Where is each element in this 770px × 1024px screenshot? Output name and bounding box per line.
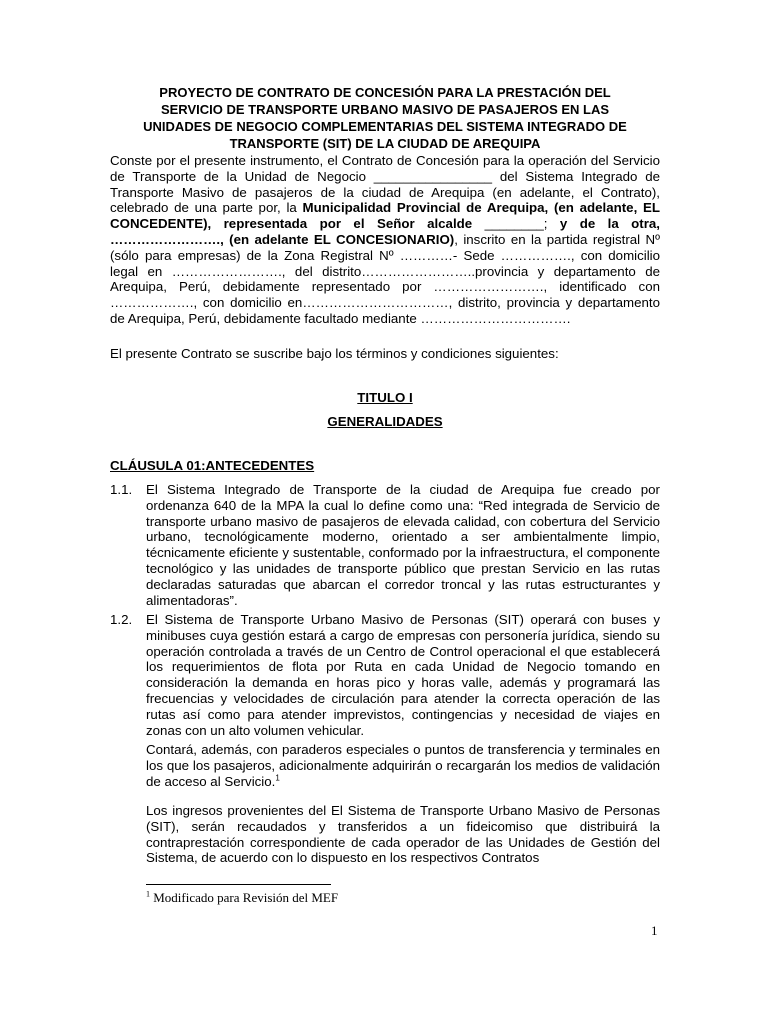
intro-paragraph [110,153,660,327]
terms-paragraph: El presente Contrato se suscribe bajo los términos y condiciones siguientes: [110,346,559,361]
item-1-2-paragraph-2 [146,742,660,789]
item-number: 1.1. [110,482,133,497]
intro-text: , inscrito en la partida registral Nº (sólo para empresas) de la Zona Registral Nº …………- Sede ……………., con domicilio legal en ……………………., del distrito……………………..provincia y departamento de Arequipa, Perú, debidamente representado por ……………………., identificado con ………………., con domicilio en……………………………, distrito, provincia y departamento de Arequipa, Perú, debidamente facultado mediante ……………………………. [110,231,660,326]
title-line: UNIDADES DE NEGOCIO COMPLEMENTARIAS DEL SISTEMA INTEGRADO DE [143,119,627,134]
footnote-mark: 1 [146,889,150,899]
item-1-1-text: El Sistema Integrado de Transporte de la ciudad de Arequipa fue creado por ordenanza 640 de la MPA la cual lo define como una: “Red integrada de Servicio de transporte urbano masivo de pasajeros de elevada calidad, con cobertura del Servicio urbano, tecnológicamente moderno, orientado a ser ambientalmente limpio, técnicamente eficiente y sustentable, conformado por la infraestructura, el componente tecnológico y las unidades de transporte público que prestan Servicio en las rutas declaradas saturadas que abarcan el corredor troncal y las rutas estructurantes y alimentadoras”. [146,482,660,608]
item-1-2-text: El Sistema de Transporte Urbano Masivo de Personas (SIT) operará con buses y minibuses cuya gestión estará a cargo de empresas con personería jurídica, siendo su operación controlada a través de un Centro de Control operacional el que establecerá los requerimientos de flota por Ruta en cada Unidad de Negocio tomando en consideración la demanda en horas pico y horas valle, además y programará las frecuencias y velocidades de circulación para atender la correcta operación de las rutas así como para atender imprevistos, contingencias y necesidad de viajes en zonas con un alto volumen vehicular. [146,612,660,738]
paragraph-text: Contará, además, con paraderos especiales o puntos de transferencia y terminales en los que los pasajeros, adicionalmente adquirirán o recargarán los medios de validación de acceso al Servicio. [146,742,660,789]
page-number: 1 [651,923,658,938]
intro-bold-concedente: Municipalidad Provincial de Arequipa, (en adelante, EL CONCEDENTE), representada por el Señor alcalde [110,200,660,232]
generalidades-heading: GENERALIDADES [327,414,443,429]
title-line: SERVICIO DE TRANSPORTE URBANO MASIVO DE PASAJEROS EN LAS [160,102,610,117]
footnote-ref[interactable]: 1 [275,773,280,783]
intro-text: ________; [472,216,560,232]
intro-bold-concesionario: y de la otra, ……………………., (en adelante EL CONCESIONARIO) [110,216,660,247]
title-line: PROYECTO DE CONTRATO DE CONCESIÓN PARA LA PRESTACIÓN DEL [159,85,611,100]
item-number: 1.2. [110,612,133,627]
document-title [110,84,660,152]
intro-text: Conste por el presente instrumento, el Contrato de Concesión para la operación del Servicio de Transporte de la Unidad de Negocio ________________ del Sistema Integrado de Transporte Masivo de pasajeros de la ciudad de Arequipa (en adelante, el Contrato), celebrado de una parte por, la [110,153,660,216]
item-1-2-paragraph-3: Los ingresos provenientes del El Sistema de Transporte Urbano Masivo de Personas (SIT), serán recaudados y transferidos a un fideicomiso que distribuirá la contraprestación correspondiente de cada operador de las Unidades de Gestión del Sistema, de acuerdo con lo dispuesto en los respectivos Contratos [146,803,660,866]
title-line: TRANSPORTE (SIT) DE LA CIUDAD DE AREQUIPA [229,136,541,151]
titulo-heading: TITULO I [357,390,413,405]
footnote-separator [146,884,331,885]
footnote [146,890,338,906]
clausula-heading: CLÁUSULA 01:ANTECEDENTES [110,458,315,473]
footnote-text: Modificado para Revisión del MEF [150,890,339,905]
